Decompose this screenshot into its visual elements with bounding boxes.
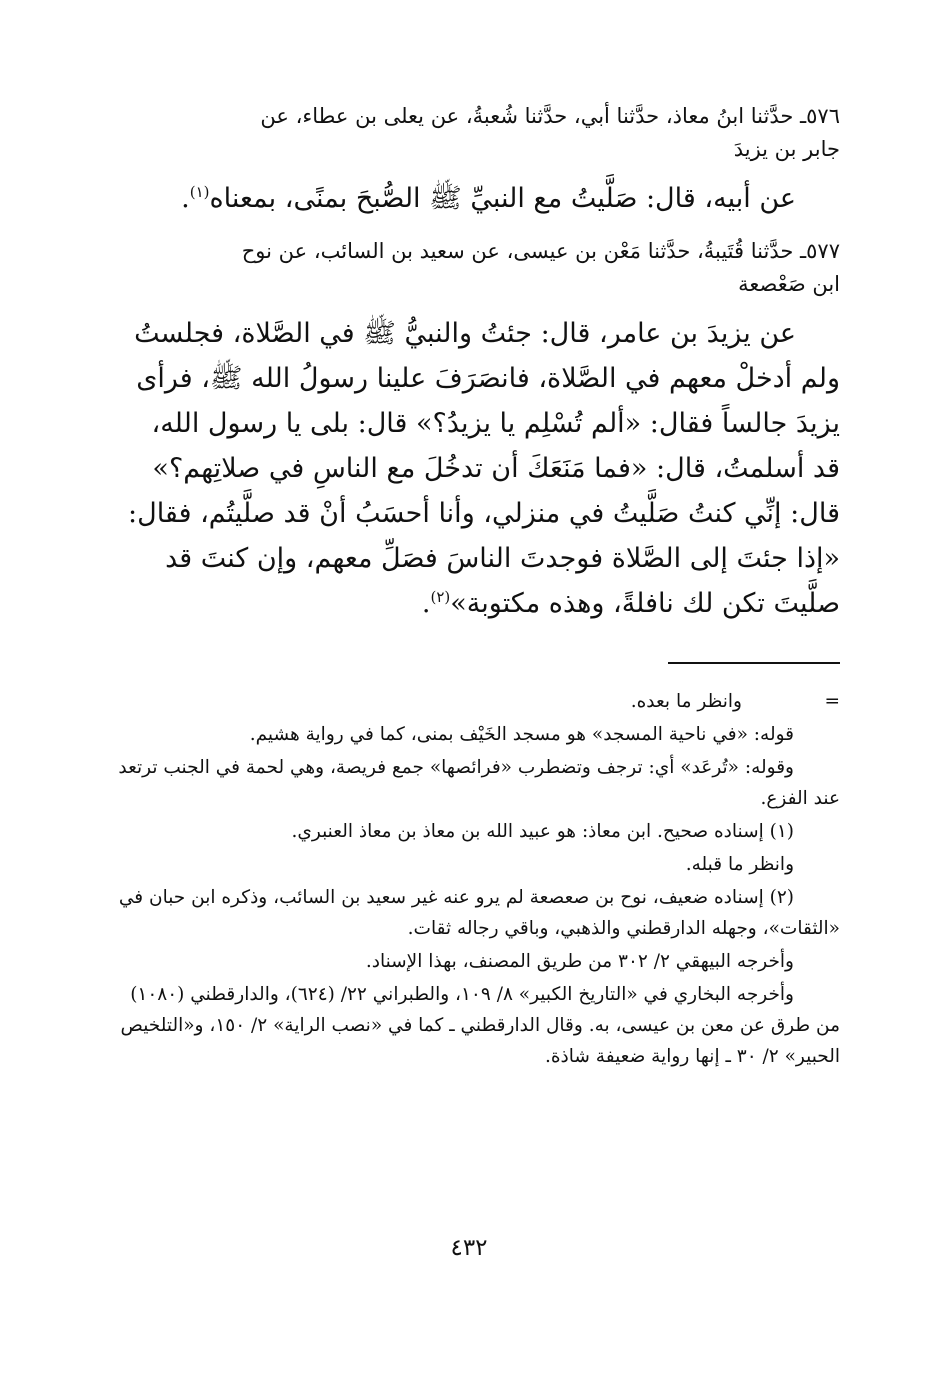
footnote-separator	[668, 662, 840, 664]
footnote-2-text: وأخرجه البيهقي ٢/ ٣٠٢ من طريق المصنف، بهذا الإسناد.	[365, 951, 794, 972]
footnote-1	[118, 816, 840, 847]
page-body	[118, 100, 840, 1074]
footnote-2-cont	[118, 979, 840, 1072]
footnote-line-row	[118, 752, 840, 814]
footnote-line: وقوله: «تُرعَد» أي: ترجف وتضطرب «فرائصها» جمع فريصة، وهي لحمة في الجنب ترتعد عند الفزع.	[118, 757, 840, 809]
footnote-2-cont	[118, 946, 840, 977]
footnote-2-text: (٢) إسناده ضعيف، نوح بن صعصعة لم يرو عنه غير سعيد بن السائب، وذكره ابن حبان في «الثقات»، وجهله الدارقطني والذهبي، وباقي رجاله ثقات.	[118, 887, 840, 939]
hadith-576-end: .	[181, 183, 190, 214]
footnote-1-text: وانظر ما قبله.	[685, 854, 794, 875]
hadith-577-matn	[118, 311, 840, 626]
hadith-577-end: .	[421, 588, 431, 619]
hadith-576-isnad-line: ٥٧٦ـ حدَّثنا ابنُ معاذ، حدَّثنا أبي، حدَّثنا شُعبةُ، عن يعلى بن عطاء، عن	[260, 104, 840, 128]
continuation-mark: =	[824, 691, 840, 712]
hadith-577-isnad-cont: ابن صَعْصعة	[738, 272, 840, 296]
hadith-576-isnad-cont: جابر بن يزيدَ	[733, 137, 840, 161]
hadith-577-isnad	[118, 235, 840, 301]
footnote-1-text: (١) إسناده صحيح. ابن معاذ: هو عبيد الله بن معاذ بن معاذ العنبري.	[291, 821, 794, 842]
footnote-line: قوله: «في ناحية المسجد» هو مسجد الخَيْف بمنى، كما في رواية هشيم.	[249, 724, 794, 745]
footnote-continuation	[118, 686, 840, 717]
hadith-576-matn	[118, 176, 840, 221]
footnote-1-cont	[118, 849, 840, 880]
footnotes	[118, 686, 840, 1072]
footnote-ref-1: (١)	[189, 183, 210, 201]
page-number: ٤٣٢	[450, 1235, 488, 1261]
footnote-ref-2: (٢)	[430, 588, 451, 606]
hadith-577-isnad-line: ٥٧٧ـ حدَّثنا قُتَيبةُ، حدَّثنا مَعْن بن عيسى، عن سعيد بن السائب، عن نوح	[241, 239, 840, 263]
footnote-line: وانظر ما بعده.	[630, 691, 742, 712]
hadith-577-text: عن يزيدَ بن عامر، قال: جئتُ والنبيُّ ﷺ في الصَّلاة، فجلستُ ولم أدخلْ معهم في الصَّلاة، فانصَرَفَ علينا رسولُ الله ﷺ، فرأى يزيدَ جالساً فقال: «ألم تُسْلِم يا يزيدُ؟» قال: بلى يا رسول الله، قد أسلمتُ، قال: «فما مَنَعَكَ أن تدخُلَ مع الناسِ في صلاتِهم؟» قال: إنِّي كنتُ صَلَّيتُ في منزلي، وأنا أحسَبُ أنْ قد صلَّيتُم، فقال: «إذا جئتَ إلى الصَّلاة فوجدتَ الناسَ فصَلِّ معهم، وإن كنتَ قد صلَّيتَ تكن لك نافلةً، وهذه مكتوبة»	[127, 318, 840, 619]
footnote-2	[118, 882, 840, 944]
footnote-line-row	[118, 719, 840, 750]
hadith-576-text: عن أبيه، قال: صَلَّيتُ مع النبيِّ ﷺ الصُّبحَ بمنًى، بمعناه	[209, 183, 796, 214]
footnote-2-text: وأخرجه البخاري في «التاريخ الكبير» ٨/ ١٠٩، والطبراني ٢٢/ (٦٢٤)، والدارقطني (١٠٨٠) من طرق عن معن بن عيسى، به. وقال الدارقطني ـ كما في «نصب الراية» ٢/ ١٥٠، و«التلخيص الحبير» ٢/ ٣٠ ـ إنها رواية ضعيفة شاذة.	[120, 984, 840, 1067]
hadith-576-isnad	[118, 100, 840, 166]
